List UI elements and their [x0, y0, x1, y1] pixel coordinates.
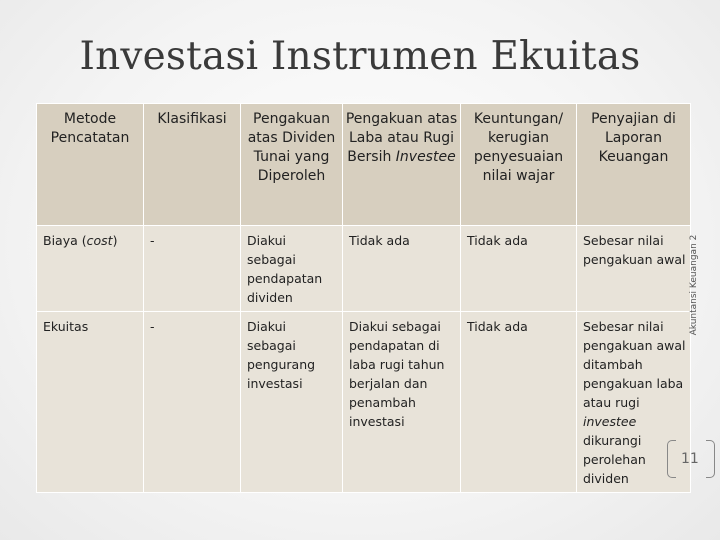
- table-row: [37, 226, 691, 312]
- header-pengakuan-dividen: Pengakuan atas Dividen Tunai yang Diperoleh: [241, 104, 343, 226]
- header-klasifikasi: Klasifikasi: [144, 104, 241, 226]
- equity-instrument-table: [36, 103, 691, 493]
- cell-nilai-wajar: Tidak ada: [461, 312, 577, 493]
- slide-title: Investasi Instrumen Ekuitas: [79, 34, 641, 79]
- cell-klasifikasi: -: [144, 226, 241, 312]
- cell-metode: [37, 226, 144, 312]
- cell-penyajian-text: Sebesar nilai pengakuan awal ditambah pengakuan laba atau rugi: [583, 319, 686, 410]
- cell-laba-rugi: Diakui sebagai pendapatan di laba rugi tahun berjalan dan penambah investasi: [343, 312, 461, 493]
- page-number-brace-right: [706, 440, 715, 478]
- page-number: 11: [681, 451, 699, 467]
- cell-laba-rugi: Tidak ada: [343, 226, 461, 312]
- cell-penyajian: Sebesar nilai pengakuan awal: [577, 226, 691, 312]
- cell-metode: Ekuitas: [37, 312, 144, 493]
- cell-dividen: Diakui sebagai pengurang investasi: [241, 312, 343, 493]
- header-metode-pencatatan: Metode Pencatatan: [37, 104, 144, 226]
- header-investee-text: Investee: [395, 149, 456, 165]
- cell-penyajian-rest: dikurangi perolehan dividen: [583, 433, 646, 486]
- course-label-vertical: Akuntansi Keuangan 2: [689, 234, 699, 336]
- cell-dividen: Diakui sebagai pendapatan dividen: [241, 226, 343, 312]
- cell-klasifikasi: -: [144, 312, 241, 493]
- page-number-brace-left: [667, 440, 676, 478]
- header-pengakuan-laba-rugi: [343, 104, 461, 226]
- cell-metode-cost: cost: [86, 233, 113, 248]
- cell-metode-close: ): [112, 233, 118, 248]
- header-pengakuan-laba-rugi-text: Pengakuan atas Laba atau Rugi Bersih: [345, 111, 458, 165]
- cell-nilai-wajar: Tidak ada: [461, 226, 577, 312]
- cell-metode-text: Biaya (: [43, 233, 87, 248]
- header-keuntungan-kerugian: Keuntungan/ kerugian penyesuaian nilai wajar: [461, 104, 577, 226]
- header-penyajian-laporan: Penyajian di Laporan Keuangan: [577, 104, 691, 226]
- table-row: [37, 312, 691, 493]
- table-header-row: [37, 104, 691, 226]
- cell-penyajian-investee: investee: [583, 414, 637, 429]
